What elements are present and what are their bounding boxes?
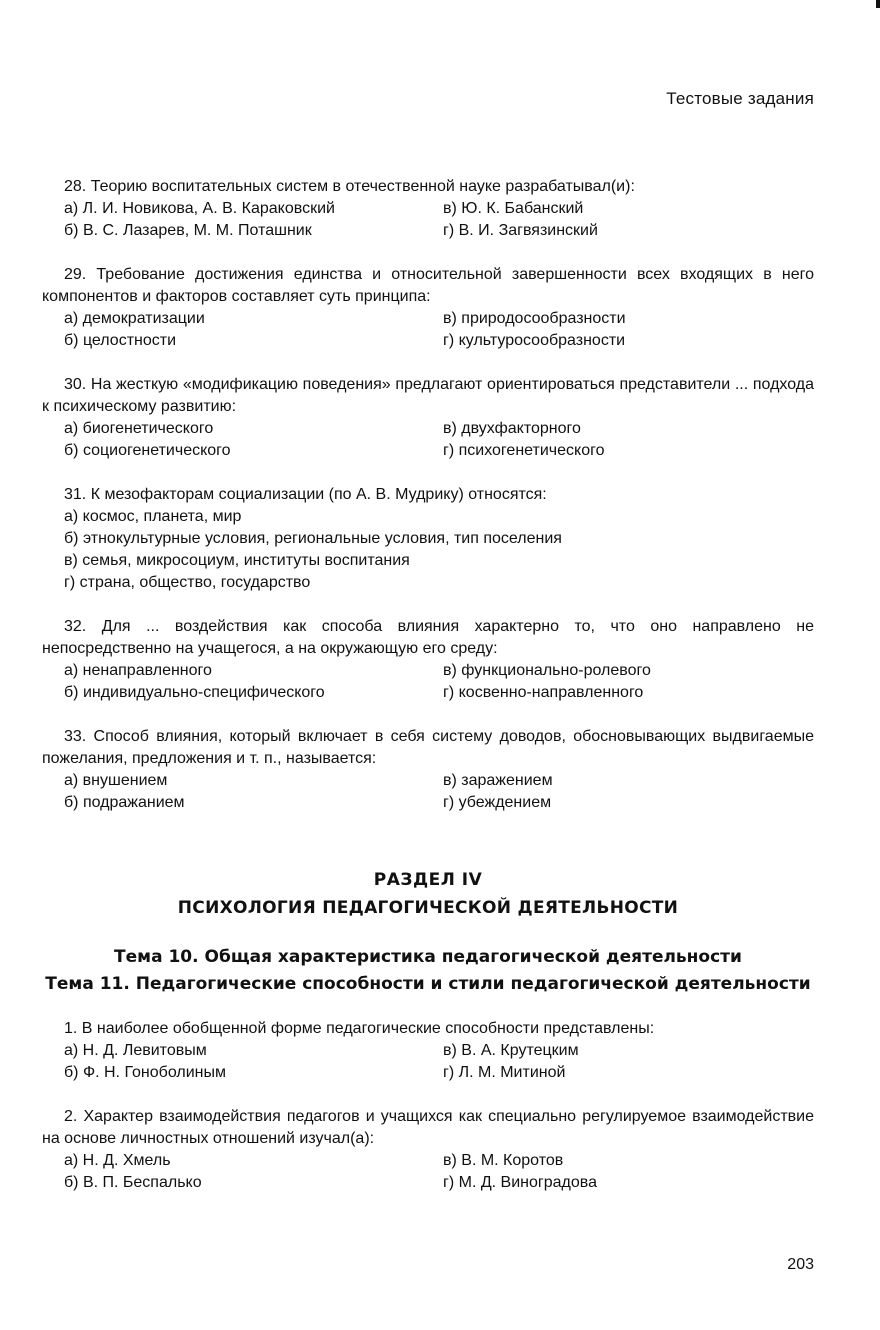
question bbox=[42, 1106, 814, 1194]
scan-mark bbox=[876, 0, 880, 8]
answer-options bbox=[42, 770, 814, 814]
topic-headings bbox=[42, 944, 814, 998]
answer-option: в) двухфакторного bbox=[443, 420, 581, 437]
answer-options bbox=[42, 506, 814, 594]
page-content bbox=[42, 176, 814, 1216]
question-stem: 29. Требование достижения единства и относительной завершенности всех входящих в него компонентов и факторов составляет суть принципа: bbox=[42, 266, 814, 305]
answer-option: б) целостности bbox=[64, 332, 177, 349]
page-number: 203 bbox=[787, 1256, 814, 1273]
answer-option: в) функционально-ролевого bbox=[443, 662, 651, 679]
answer-option: а) Н. Д. Левитовым bbox=[64, 1042, 207, 1059]
answer-options bbox=[42, 418, 814, 462]
answer-option: б) подражанием bbox=[64, 794, 185, 811]
answer-option: в) Ю. К. Бабанский bbox=[443, 200, 584, 217]
answer-options bbox=[42, 308, 814, 352]
answer-option: г) культуросообразности bbox=[443, 332, 626, 349]
section-heading bbox=[42, 866, 814, 922]
question bbox=[42, 264, 814, 352]
question-stem: 30. На жесткую «модификацию поведения» предлагают ориентироваться представители ... подхода к психическому развитию: bbox=[42, 376, 814, 415]
answer-option: в) заражением bbox=[443, 772, 553, 789]
question bbox=[42, 374, 814, 462]
question-stem: 28. Теорию воспитательных систем в отечественной науке разрабатывал(и): bbox=[64, 178, 635, 195]
answer-option: в) семья, микросоциум, институты воспитания bbox=[64, 552, 410, 569]
question-stem: 1. В наиболее обобщенной форме педагогические способности представлены: bbox=[64, 1020, 655, 1037]
question-stem: 2. Характер взаимодействия педагогов и учащихся как специально регулируемое взаимодействие на основе личностных отношений изучал(а): bbox=[42, 1108, 814, 1147]
answer-option: г) М. Д. Виноградова bbox=[443, 1174, 597, 1191]
question-stem: 32. Для ... воздействия как способа влияния характерно то, что оно направлено не непосредственно на учащегося, а на окружающую его среду: bbox=[42, 618, 814, 657]
questions-block-b bbox=[42, 1018, 814, 1194]
question bbox=[42, 176, 814, 242]
answer-options bbox=[42, 660, 814, 704]
answer-option: а) Н. Д. Хмель bbox=[64, 1152, 171, 1169]
answer-option: в) природосообразности bbox=[443, 310, 626, 327]
answer-option: а) ненаправленного bbox=[64, 662, 212, 679]
answer-option: г) Л. М. Митиной bbox=[443, 1064, 566, 1081]
answer-option: г) страна, общество, государство bbox=[64, 574, 311, 591]
question bbox=[42, 1018, 814, 1084]
answer-options bbox=[42, 1150, 814, 1194]
question bbox=[42, 484, 814, 594]
answer-option: а) биогенетического bbox=[64, 420, 214, 437]
questions-block-a bbox=[42, 176, 814, 814]
answer-option: б) В. П. Беспалько bbox=[64, 1174, 202, 1191]
answer-options bbox=[42, 198, 814, 242]
question-stem: 33. Способ влияния, который включает в себя систему доводов, обосновывающих выдвигаемые пожелания, предложения и т. п., называется: bbox=[42, 728, 814, 767]
answer-option: г) косвенно-направленного bbox=[443, 684, 644, 701]
answer-options bbox=[42, 1040, 814, 1084]
answer-option: б) этнокультурные условия, региональные условия, тип поселения bbox=[64, 530, 562, 547]
question bbox=[42, 616, 814, 704]
question bbox=[42, 726, 814, 814]
answer-option: г) В. И. Загвязинский bbox=[443, 222, 598, 239]
answer-option: в) В. М. Коротов bbox=[443, 1152, 564, 1169]
answer-option: а) внушением bbox=[64, 772, 168, 789]
answer-option: а) Л. И. Новикова, А. В. Караковский bbox=[64, 200, 335, 217]
running-title: Тестовые задания bbox=[666, 89, 814, 108]
answer-option: в) В. А. Крутецким bbox=[443, 1042, 579, 1059]
answer-option: г) психогенетического bbox=[443, 442, 605, 459]
answer-option: б) В. С. Лазарев, М. М. Поташник bbox=[64, 222, 312, 239]
answer-option: б) социогенетического bbox=[64, 442, 231, 459]
answer-option: б) Ф. Н. Гоноболиным bbox=[64, 1064, 226, 1081]
question-stem: 31. К мезофакторам социализации (по А. В. Мудрику) относятся: bbox=[64, 486, 547, 503]
section-number: РАЗДЕЛ IV bbox=[373, 870, 483, 890]
section-title: ПСИХОЛОГИЯ ПЕДАГОГИЧЕСКОЙ ДЕЯТЕЛЬНОСТИ bbox=[177, 898, 679, 918]
topic-10-title: Тема 10. Общая характеристика педагогической деятельности bbox=[114, 947, 742, 967]
answer-option: а) космос, планета, мир bbox=[64, 508, 242, 525]
answer-option: б) индивидуально-специфического bbox=[64, 684, 325, 701]
answer-option: а) демократизации bbox=[64, 310, 205, 327]
topic-11-title: Тема 11. Педагогические способности и стили педагогической деятельности bbox=[45, 974, 811, 994]
answer-option: г) убеждением bbox=[443, 794, 552, 811]
